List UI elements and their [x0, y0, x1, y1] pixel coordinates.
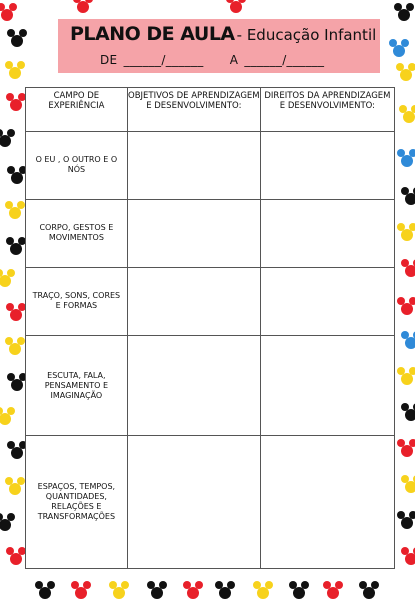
mickey-head-icon — [396, 438, 415, 458]
objetivos-cell[interactable] — [127, 335, 260, 435]
mickey-head-icon — [4, 336, 26, 356]
mickey-head-icon — [388, 38, 410, 58]
mickey-head-icon — [4, 60, 26, 80]
mickey-head-icon — [398, 104, 415, 124]
objetivos-cell[interactable] — [127, 436, 260, 569]
mickey-head-icon — [214, 580, 236, 600]
mickey-head-icon — [252, 580, 274, 600]
mickey-head-icon — [395, 62, 415, 82]
mickey-head-icon — [70, 580, 92, 600]
mickey-head-icon — [400, 546, 415, 566]
mickey-head-icon — [400, 402, 415, 422]
mickey-head-icon — [182, 580, 204, 600]
table-row — [26, 132, 395, 200]
objetivos-cell[interactable] — [127, 132, 260, 200]
mickey-head-icon — [5, 236, 27, 256]
mickey-head-icon — [72, 0, 94, 14]
lesson-plan-table — [25, 87, 395, 569]
mickey-head-icon — [396, 296, 415, 316]
mickey-head-icon — [0, 268, 16, 288]
mickey-head-icon — [4, 200, 26, 220]
header-direitos: DIREITOS DA APRENDIZAGEM E DESENVOLVIMENTO: — [260, 88, 394, 132]
table-row — [26, 199, 395, 267]
title-main: PLANO DE AULA — [70, 23, 235, 45]
mickey-head-icon — [288, 580, 310, 600]
field-escuta-fala: ESCUTA, FALA, PENSAMENTO E IMAGINAÇÃO — [26, 335, 128, 435]
mickey-head-icon — [225, 0, 247, 14]
field-traco-sons: TRAÇO, SONS, CORES E FORMAS — [26, 267, 128, 335]
date-prefix: DE — [100, 53, 118, 67]
page-title — [70, 23, 376, 45]
mickey-head-icon — [5, 302, 27, 322]
mickey-head-icon — [400, 186, 415, 206]
date-from-field[interactable]: ______/______ — [123, 53, 204, 67]
mickey-head-icon — [0, 512, 16, 532]
mickey-head-icon — [108, 580, 130, 600]
objetivos-cell[interactable] — [127, 267, 260, 335]
mickey-head-icon — [5, 546, 27, 566]
mickey-head-icon — [322, 580, 344, 600]
date-to-field[interactable]: ______/______ — [244, 53, 325, 67]
mickey-head-icon — [400, 330, 415, 350]
mickey-head-icon — [396, 222, 415, 242]
direitos-cell[interactable] — [260, 267, 394, 335]
mickey-head-icon — [396, 366, 415, 386]
mickey-head-icon — [34, 580, 56, 600]
mickey-head-icon — [4, 476, 26, 496]
date-range — [100, 53, 326, 67]
mickey-head-icon — [396, 148, 415, 168]
field-eu-outro-nos: O EU , O OUTRO E O NÓS — [26, 132, 128, 200]
mickey-head-icon — [396, 510, 415, 530]
mickey-head-icon — [0, 128, 16, 148]
mickey-head-icon — [6, 28, 28, 48]
header-campo-experiencia: CAMPO DE EXPERIÊNCIA — [26, 88, 128, 132]
field-corpo-gestos: CORPO, GESTOS E MOVIMENTOS — [26, 199, 128, 267]
title-banner — [58, 19, 380, 73]
mickey-head-icon — [393, 2, 415, 22]
table-row — [26, 436, 395, 569]
table-header-row — [26, 88, 395, 132]
objetivos-cell[interactable] — [127, 199, 260, 267]
header-objetivos: OBJETIVOS DE APRENDIZAGEM E DESENVOLVIMENTO: — [127, 88, 260, 132]
direitos-cell[interactable] — [260, 335, 394, 435]
mickey-head-icon — [5, 92, 27, 112]
direitos-cell[interactable] — [260, 436, 394, 569]
mickey-head-icon — [146, 580, 168, 600]
table-row — [26, 267, 395, 335]
mickey-head-icon — [400, 258, 415, 278]
mickey-head-icon — [400, 474, 415, 494]
direitos-cell[interactable] — [260, 199, 394, 267]
date-separator: A — [229, 53, 239, 67]
field-espacos-tempos: ESPAÇOS, TEMPOS, QUANTIDADES, RELAÇÕES E TRANSFORMAÇÕES — [26, 436, 128, 569]
mickey-head-icon — [358, 580, 380, 600]
mickey-head-icon — [0, 2, 18, 22]
direitos-cell[interactable] — [260, 132, 394, 200]
mickey-head-icon — [0, 406, 16, 426]
title-subtitle: - Educação Infantil — [236, 26, 377, 44]
table-row — [26, 335, 395, 435]
